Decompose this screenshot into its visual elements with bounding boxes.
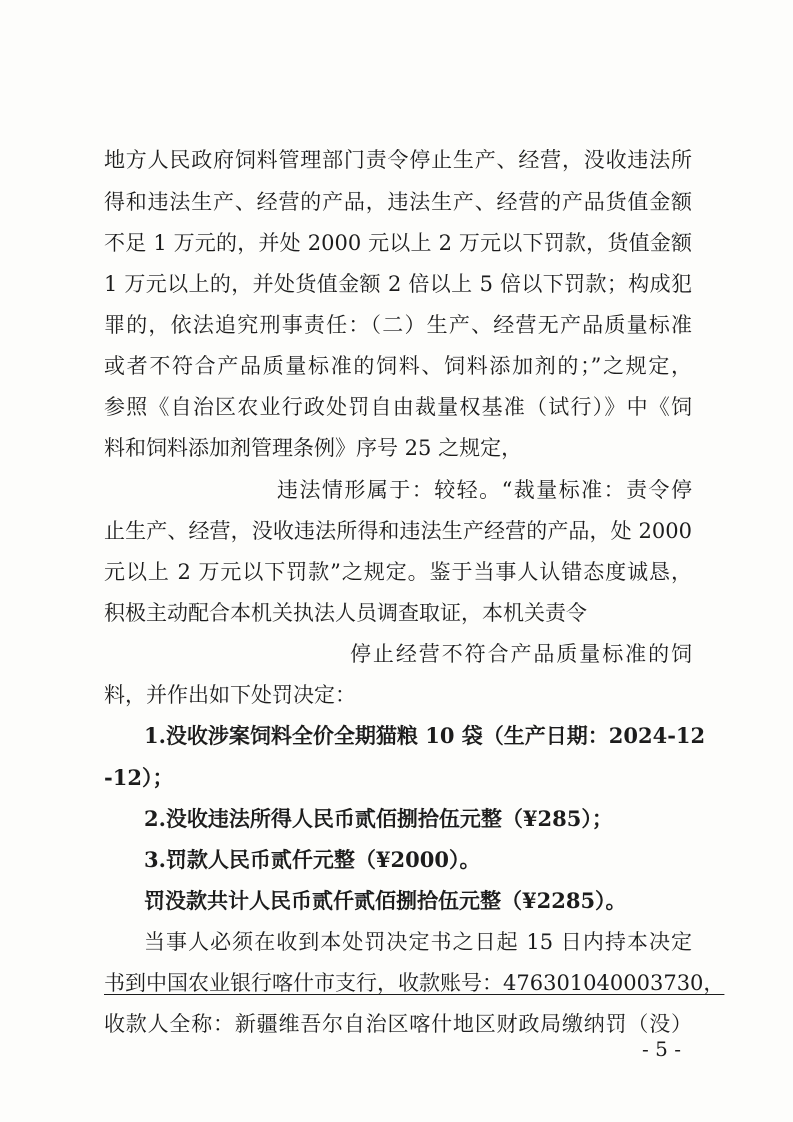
paragraph-line-14: 料，并作出如下处罚决定： [104,683,356,707]
paragraph-line-6: 或者不符合产品质量标准的饲料、饲料添加剂的；”之规定， [104,354,692,378]
paragraph-line-10: 止生产、经营，没收违法所得和违法生产经营的产品，处 2000 [104,519,692,543]
paragraph-line-2: 得和违法生产、经营的产品，违法生产、经营的产品货值金额 [104,190,692,214]
paragraph-payment-2: 书到中国农业银行喀什市支行，收款账号：476301040003730， [104,971,725,995]
paragraph-line-7: 参照《自治区农业行政处罚自由裁量权基准（试行）》中《饲 [104,395,692,419]
paragraph-line-9: 违法情形属于：较轻。“裁量标准：责令停 [277,478,692,502]
paragraph-payment-3: 收款人全称：新疆维吾尔自治区喀什地区财政局缴纳罚（没） [104,1012,692,1036]
penalty-item-1-cont: -12）； [104,765,174,790]
paragraph-line-8: 料和饲料添加剂管理条例》序号 25 之规定， [104,436,523,460]
paragraph-line-1: 地方人民政府饲料管理部门责令停止生产、经营，没收违法所 [104,148,692,172]
penalty-item-2: 2.没收违法所得人民币贰佰捌拾伍元整（¥285）； [144,806,613,831]
paragraph-line-4: 1 万元以上的，并处货值金额 2 倍以上 5 倍以下罚款；构成犯 [104,272,692,296]
penalty-item-1: 1.没收涉案饲料全价全期猫粮 10 袋（生产日期：2024-12 [144,723,706,748]
paragraph-line-12: 积极主动配合本机关执法人员调查取证，本机关责令 [104,601,587,625]
paragraph-line-3: 不足 1 万元的，并处 2000 元以上 2 万元以下罚款，货值金额 [104,231,692,255]
paragraph-line-13: 停止经营不符合产品质量标准的饲 [350,642,692,666]
penalty-item-3: 3.罚款人民币贰仟元整（¥2000）。 [144,847,481,872]
page-number: - 5 - [642,1037,681,1061]
paragraph-payment-1: 当事人必须在收到本处罚决定书之日起 15 日内持本决定 [144,930,692,954]
paragraph-line-5: 罪的，依法追究刑事责任：（二）生产、经营无产品质量标准 [104,313,692,337]
penalty-total: 罚没款共计人民币贰仟贰佰捌拾伍元整（¥2285）。 [144,888,627,913]
paragraph-line-11: 元以上 2 万元以下罚款”之规定。鉴于当事人认错态度诚恳， [104,560,692,584]
